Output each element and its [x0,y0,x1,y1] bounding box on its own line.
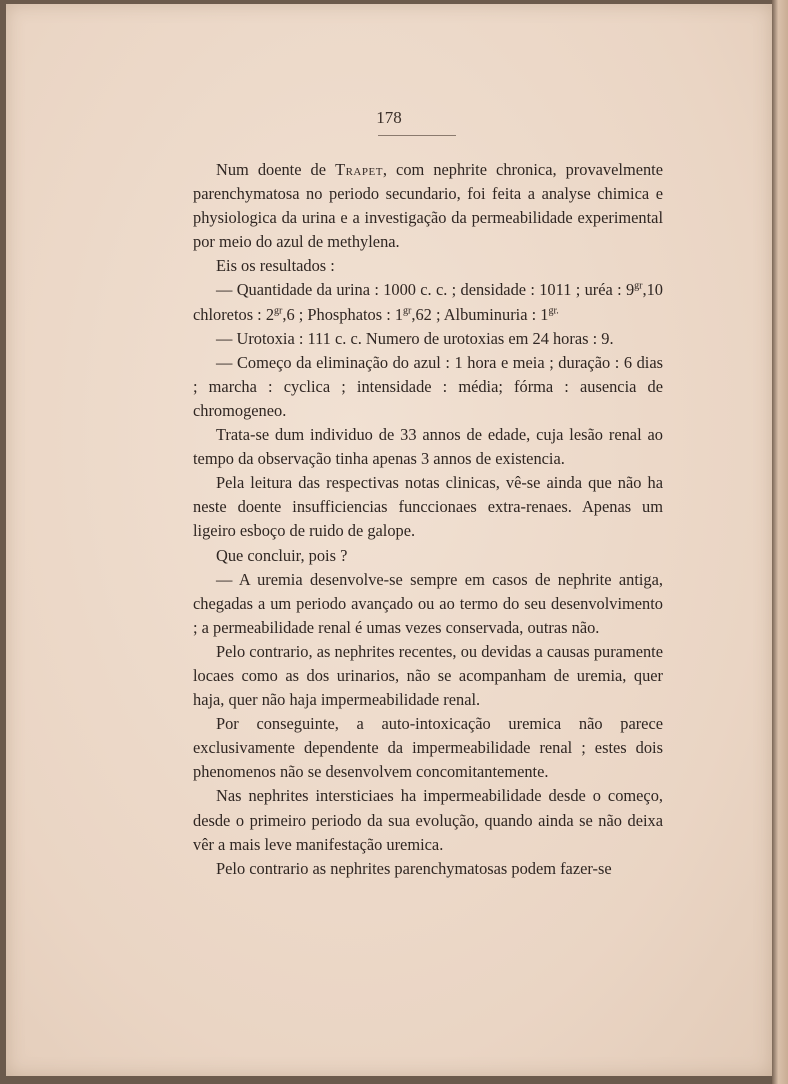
book-page [6,4,772,1076]
paragraph-7: Pela leitura das respectivas notas clinicas, vê-se ainda que não ha neste doente insufficiencias funccionaes extra-renaes. Apenas um ligeiro esboço de ruido de galope. [193,473,663,541]
paragraph-3: — Quantidade da urina : 1000 c. c. ; densidade : 1011 ; uréa : $9^{gr},10$ chloretos : $2^{gr},6$ ; Phosphatos : $1^{gr},62$ ; Albuminuria : $1^{gr.}$ [193,280,663,324]
paragraph-13: Pelo contrario as nephrites parenchymatosas podem fazer-se [216,858,612,878]
body-text [193,158,663,881]
paragraph-9: — A uremia desenvolve-se sempre em casos de nephrite antiga, chegadas a um periodo avançado ou ao termo do seu desenvolvimento ; a permeabilidade renal é umas vezes conservada, outras não. [193,569,663,637]
paragraph-5: — Começo da eliminação do azul : 1 hora e meia ; duração : 6 dias ; marcha : cyclica ; intensidade : média; fórma : ausencia de chromogeneo. [193,352,663,420]
paragraph-10: Pelo contrario, as nephrites recentes, ou devidas a causas puramente locaes como as dos urinarios, não se acompanham de uremia, quer haja, quer não haja impermeabilidade renal. [193,641,663,710]
paragraph-1: Num doente de Trapet, com nephrite chronica, provavelmente parenchymatosa no periodo secundario, foi feita a analyse chimica e physiologica da urina e a investigação da permeabilidade experimental por meio do azul de methylena. [193,160,664,252]
paragraph-8: Que concluir, pois ? [216,545,348,565]
paragraph-12: Nas nephrites intersticiaes ha impermeabilidade desde o começo, desde o primeiro periodo da sua evolução, quando ainda se não deixa vêr a mais leve manifestação uremica. [193,786,663,854]
paragraph-6: Trata-se dum individuo de 33 annos de edade, cuja lesão renal ao tempo da observação tinha apenas 3 annos de existencia. [193,425,663,469]
paragraph-11: Por conseguinte, a auto-intoxicação uremica não parece exclusivamente dependente da impermeabilidade renal ; estes dois phenomenos não se desenvolvem concomitantemente. [193,714,663,782]
paragraph-4: — Urotoxia : 111 c. c. Numero de urotoxias em 24 horas : 9. [216,328,614,348]
page-number: 178 [376,108,402,127]
page-edge [772,0,788,1084]
header-rule [378,135,456,136]
author-name: Trapet [335,160,383,179]
paragraph-2: Eis os resultados : [216,256,335,276]
